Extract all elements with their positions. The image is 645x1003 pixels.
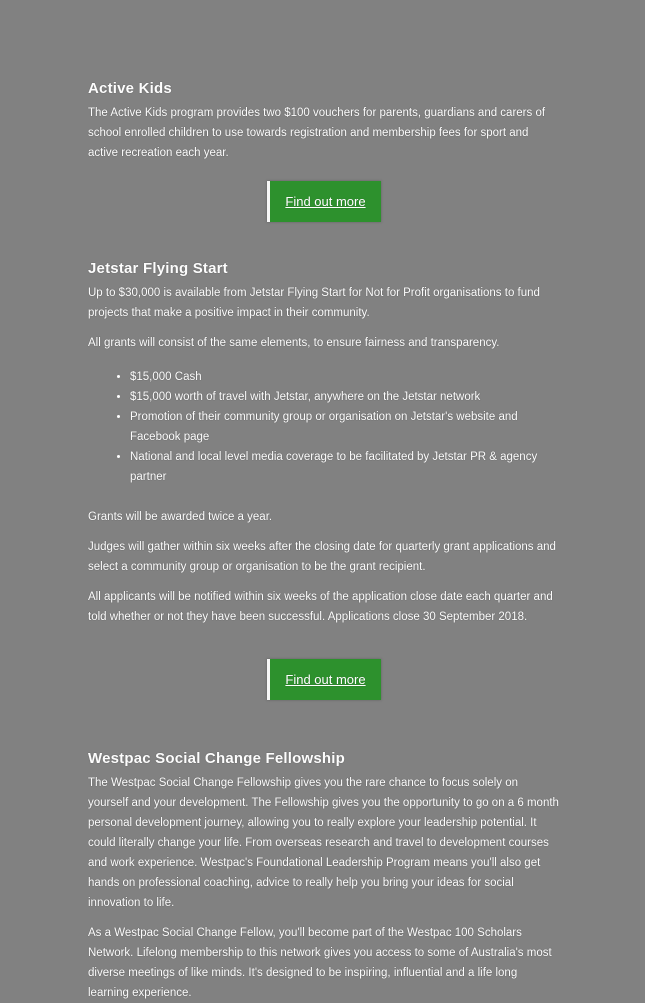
find-out-more-label: Find out more [285,194,366,209]
grant-element-cash: • $15,000 Cash [130,367,560,387]
find-out-more-button-active-kids[interactable] [267,181,381,222]
section-active-kids [88,80,560,222]
westpac-heading: Westpac Social Change Fellowship [88,750,346,767]
jetstar-award-note: Grants will be awarded twice a year. [88,511,273,523]
grant-element-media: • National and local level media coverage to be facilitated by Jetstar PR & agency partner [130,447,560,487]
jetstar-heading: Jetstar Flying Start [88,260,228,277]
jetstar-judging-note: Judges will gather within six weeks after the closing date for quarterly grant applications and select a community group or organisation to be the grant recipient. [88,541,556,573]
active-kids-description: The Active Kids program provides two $100 vouchers for parents, guardians and carers of school enrolled children to use towards registration and membership fees for sport and active recreation each year. [88,107,546,159]
section-jetstar-flying-start [88,260,560,700]
grant-element-promotion: • Promotion of their community group or organisation on Jetstar's website and Facebook page [130,407,560,447]
grant-element-travel: • $15,000 worth of travel with Jetstar, anywhere on the Jetstar network [130,387,560,407]
westpac-description: The Westpac Social Change Fellowship gives you the rare chance to focus solely on yourself and your development. The Fellowship gives you the opportunity to go on a 6 month personal development journey, allowing you to really explore your leadership potential. It could literally change your life. From overseas research and travel to development courses and work experience. Westpac's Foundational Leadership Program means you'll also get hands on professional coaching, advice to really help you bring your ideas for social innovation to life. [88,777,559,909]
westpac-scholars-network-note: As a Westpac Social Change Fellow, you'll become part of the Westpac 100 Scholars Network. Lifelong membership to this network gives you access to some of Australia's most diverse meetings of like minds. It's designed to be inspiring, influential and a life long learning experience. [88,927,552,999]
active-kids-button-row [88,181,560,222]
jetstar-intro: Up to $30,000 is available from Jetstar Flying Start for Not for Profit organisations to fund projects that make a positive impact in their community. [88,287,540,319]
section-westpac-fellowship [88,750,560,1003]
find-out-more-button-jetstar[interactable] [267,659,381,700]
jetstar-notification-note: All applicants will be notified within six weeks of the application close date each quarter and told whether or not they have been successful. Applications close 30 September 2018. [88,591,553,623]
jetstar-grant-elements-list [88,367,560,487]
jetstar-elements-note: All grants will consist of the same elements, to ensure fairness and transparency. [88,337,500,349]
jetstar-button-row [88,659,560,700]
active-kids-heading: Active Kids [88,80,172,97]
find-out-more-label: Find out more [285,672,366,687]
